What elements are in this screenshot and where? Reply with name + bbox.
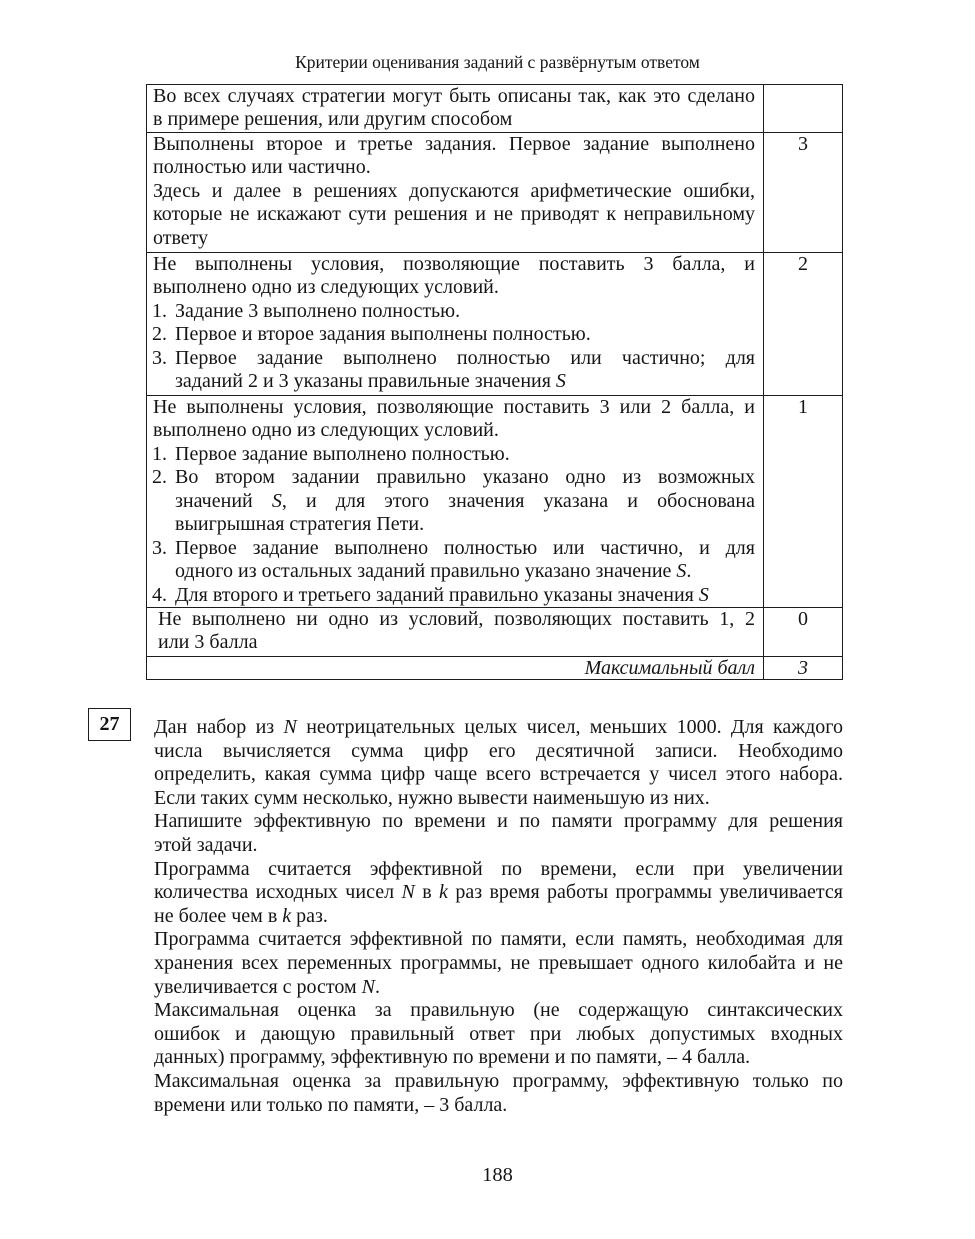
variable-k: k [282, 904, 292, 927]
item-text [175, 347, 755, 394]
criterion-text [147, 133, 763, 252]
text-line: Первое задание выполнено полностью. [175, 442, 510, 465]
text-segment: раз. [291, 904, 328, 927]
text-line: определить, какая сумма цифр чаще всего встречается у чисел этого набора. [154, 763, 843, 786]
running-header: Критерии оценивания заданий с развёрнутым ответом [295, 52, 700, 72]
variable-s: S [271, 489, 282, 512]
list-item [153, 323, 755, 346]
text-line: Не выполнены условия, позволяющие поставить 3 балла, и [153, 253, 755, 275]
score-cell: 0 [763, 608, 842, 656]
variable-n: N [283, 716, 297, 738]
item-marker: 3. [152, 536, 167, 559]
text-line: Максимальная оценка за правильную программу, эффективную только по [154, 1069, 843, 1092]
text-line: Здесь и далее в решениях допускаются арифметические ошибки, [153, 179, 755, 202]
table-row [147, 395, 842, 607]
text-segment: заданий 2 и 3 указаны правильные значения [175, 370, 556, 393]
item-marker: 2. [152, 466, 167, 489]
text-line: Максимальная оценка за правильную (не содержащую синтаксических [154, 999, 843, 1022]
item-marker: 4. [152, 583, 167, 606]
score-cell: 2 [763, 253, 842, 395]
text-segment: . [686, 560, 692, 583]
text-segment: неотрицательных целых чисел, меньших 1000. Для каждого [296, 716, 843, 738]
text-line [175, 584, 755, 607]
item-text [175, 300, 755, 323]
text-line [175, 370, 755, 393]
text-line: Во втором задании правильно указано одно из возможных [175, 466, 755, 489]
text-segment: Дан набор из [154, 716, 284, 738]
item-text [175, 584, 755, 607]
score-cell [763, 85, 842, 132]
text-line: Программа считается эффективной по времени, если при увеличении [154, 857, 843, 880]
text-segment: не более чем в [154, 904, 283, 927]
variable-n: N [361, 975, 375, 998]
text-line [175, 490, 755, 513]
text-segment: в [414, 881, 440, 904]
text-line: ответу [153, 226, 209, 249]
task-number: 27 [99, 713, 120, 735]
text-line: полностью или частично. [153, 156, 371, 179]
text-line: которые не искажают сути решения и не приводят к неправильному [153, 203, 755, 226]
text-line: Первое задание выполнено полностью или частично, и для [175, 536, 755, 559]
text-segment: количества исходных чисел [154, 881, 402, 904]
variable-n: N [401, 881, 415, 904]
task-number-box [88, 708, 131, 741]
task-text [154, 716, 843, 1117]
table-row [147, 607, 842, 656]
criterion-text [147, 253, 763, 395]
page-number: 188 [482, 1164, 513, 1186]
text-line: данных) программу, эффективную по времени и по памяти, – 4 балла. [154, 1046, 751, 1069]
text-line: этой задачи. [154, 833, 258, 856]
score-cell: 3 [763, 133, 842, 252]
text-segment: увеличивается с ростом [154, 975, 362, 998]
table-row [147, 85, 842, 132]
total-score: 3 [763, 657, 842, 679]
text-line: Задание 3 выполнено полностью. [175, 299, 461, 322]
text-line: Первое и второе задания выполнены полностью. [175, 323, 591, 346]
text-segment: одного из остальных заданий правильно указано значение [175, 560, 677, 583]
text-line: Не выполнено ни одно из условий, позволяющих поставить 1, 2 [158, 608, 755, 630]
text-line: времени или только по памяти, – 3 балла. [154, 1093, 508, 1116]
variable-s: S [698, 583, 709, 606]
text-line: хранения всех переменных программы, не превышает одного килобайта и не [154, 951, 843, 974]
text-segment: раз время работы программы увеличивается [447, 881, 843, 904]
variable-k: k [439, 881, 448, 904]
list-item [153, 347, 755, 394]
item-text [175, 466, 755, 536]
text-line [154, 905, 843, 929]
text-line: Первое задание выполнено полностью или частично; для [175, 346, 755, 369]
criteria-table [146, 84, 843, 680]
text-segment: , и для этого значения указана и обоснована [281, 489, 755, 512]
text-line: выполнено одно из следующих условий. [153, 276, 499, 299]
text-line: Выполнены второе и третье задания. Первое задание выполнено [153, 133, 755, 155]
text-line: выигрышная стратегия Пети. [175, 513, 425, 536]
item-text [175, 537, 755, 584]
variable-s: S [555, 370, 566, 393]
item-text [175, 323, 755, 346]
text-line: Во всех случаях стратегии могут быть описаны так, как это сделано [153, 85, 755, 107]
list-item [153, 537, 755, 584]
list-item [153, 466, 755, 536]
item-marker: 3. [152, 346, 167, 369]
text-line [175, 560, 755, 583]
list-item [153, 443, 755, 466]
criterion-text [147, 85, 763, 132]
total-label: Максимальный балл [584, 657, 755, 679]
score-cell: 1 [763, 396, 842, 607]
text-line: выполнено одно из следующих условий. [153, 419, 499, 442]
text-line: Напишите эффективную по времени и по памяти программу для решения [154, 810, 843, 833]
text-line: Программа считается эффективной по памяти, если память, необходимая для [154, 928, 843, 951]
item-text [175, 443, 755, 466]
text-line: Если таких сумм несколько, нужно вывести наименьшую из них. [154, 786, 710, 809]
text-line [154, 881, 843, 905]
text-line: числа вычисляется сумма цифр его десятичной записи. Необходимо [154, 739, 843, 762]
item-marker: 1. [152, 442, 167, 465]
text-line: в примере решения, или другим способом [153, 108, 513, 131]
item-marker: 2. [152, 323, 167, 346]
text-segment: . [375, 975, 380, 998]
criterion-text [147, 608, 763, 656]
text-line: ошибок и дающую правильный ответ при любых допустимых входных [154, 1022, 843, 1045]
list-item [153, 584, 755, 607]
text-line: или 3 балла [158, 631, 258, 654]
text-line [154, 716, 843, 740]
table-row [147, 132, 842, 252]
criterion-text [147, 396, 763, 607]
text-line [154, 976, 843, 1000]
list-item [153, 300, 755, 323]
variable-s: S [676, 560, 687, 583]
text-line: Не выполнены условия, позволяющие поставить 3 или 2 балла, и [153, 396, 755, 418]
total-row [147, 656, 842, 679]
text-segment: значений [175, 489, 272, 512]
table-row [147, 252, 842, 395]
item-marker: 1. [152, 299, 167, 322]
text-segment: Для второго и третьего заданий правильно указаны значения [175, 583, 699, 606]
